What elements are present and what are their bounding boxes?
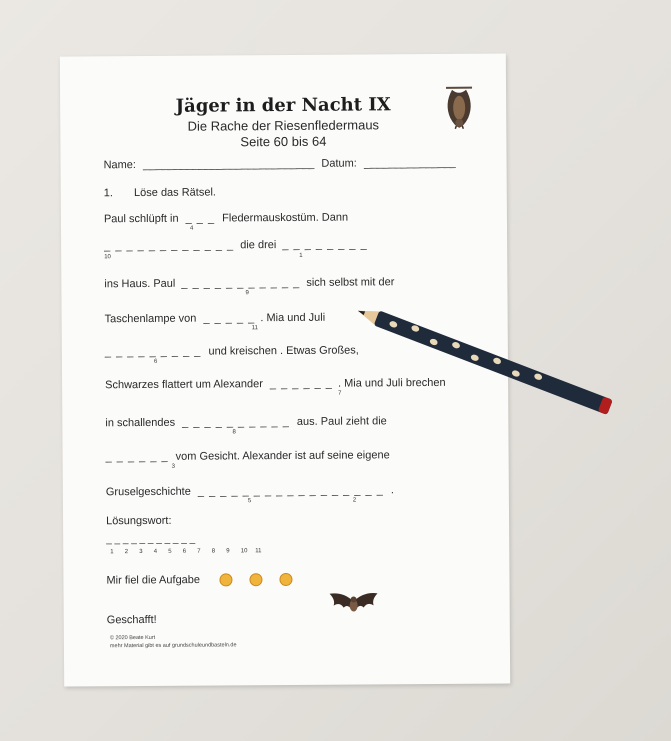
answer-blank[interactable]: _ _ _ _ _ _ _ _ _ _ _ _ _ _ _ _ _ xyxy=(197,484,384,498)
task-heading xyxy=(104,186,216,199)
smiley-icon[interactable] xyxy=(249,573,262,586)
solution-index: 6 xyxy=(182,548,187,555)
riddle-text: und kreischen . Etwas Großes, xyxy=(208,344,359,358)
answer-blank[interactable]: _ _ _ _ _ _ xyxy=(269,377,333,391)
solution-numbers xyxy=(110,548,270,555)
solution-index: 2 xyxy=(124,549,129,556)
letter-index: 5 xyxy=(247,498,252,505)
answer-blank[interactable]: _ _ _ _ _ _ xyxy=(105,450,169,464)
name-date-row xyxy=(104,157,456,171)
riddle-text: Paul schlüpft in xyxy=(103,212,179,226)
riddle-text: Taschenlampe von xyxy=(104,312,197,326)
riddle-text: ins Haus. Paul xyxy=(104,277,176,291)
riddle-line-9 xyxy=(106,484,394,498)
riddle-text: . Mia und Juli xyxy=(260,311,326,325)
rating-text: Mir fiel die Aufgabe xyxy=(106,574,201,587)
flying-bat-icon xyxy=(326,589,382,619)
solution-index: 4 xyxy=(153,548,158,555)
riddle-text: in schallendes xyxy=(105,416,176,430)
riddle-text: . Mia und Juli brechen xyxy=(337,376,446,390)
page-range: Seite 60 bis 64 xyxy=(240,133,327,150)
solution-label: Lösungswort: xyxy=(106,514,172,528)
answer-blank[interactable]: _ _ _ xyxy=(185,212,216,225)
footer-copyright: © 2020 Beate Kurt xyxy=(109,634,156,642)
worksheet-title: Jäger in der Nacht IX xyxy=(175,94,391,117)
task-number: 1. xyxy=(103,187,113,200)
riddle-line-2 xyxy=(104,238,368,252)
letter-index: 7 xyxy=(338,390,342,397)
riddle-text: Gruselgeschichte xyxy=(105,485,191,499)
smiley-icon[interactable] xyxy=(219,573,232,586)
riddle-text: sich selbst mit der xyxy=(306,276,395,289)
letter-index: 4 xyxy=(189,225,194,232)
name-label: Name: xyxy=(103,159,137,172)
solution-index: 9 xyxy=(226,548,230,555)
answer-blank[interactable]: _ _ _ _ _ _ _ _ _ _ _ xyxy=(181,276,301,290)
riddle-line-7 xyxy=(105,415,386,429)
answer-blank[interactable]: _ _ _ _ _ _ _ _ xyxy=(282,238,368,252)
date-label: Datum: xyxy=(321,157,357,170)
letter-index: 8 xyxy=(232,429,236,436)
riddle-text: Fledermauskostüm. Dann xyxy=(222,211,349,225)
riddle-line-1 xyxy=(104,212,348,226)
solution-index: 5 xyxy=(168,548,172,555)
letter-index: 3 xyxy=(171,463,176,470)
riddle-text: . xyxy=(390,484,394,497)
riddle-line-5 xyxy=(105,344,359,358)
riddle-text: aus. Paul zieht die xyxy=(296,415,387,428)
letter-index: 2 xyxy=(352,497,357,504)
riddle-text: Schwarzes flattert um Alexander xyxy=(105,378,263,392)
answer-blank[interactable]: _ _ _ _ _ _ _ _ _ _ xyxy=(182,415,290,429)
solution-blanks[interactable]: _ _ _ _ _ _ _ _ _ _ _ xyxy=(106,533,196,546)
answer-blank[interactable]: _ _ _ _ _ _ _ _ _ _ _ _ xyxy=(104,239,235,253)
pencil[interactable] xyxy=(356,300,636,420)
riddle-text: vom Gesicht. Alexander ist auf seine eigene xyxy=(175,449,390,463)
letter-index: 1 xyxy=(299,252,303,259)
worksheet-subtitle: Die Rache der Riesenfledermaus xyxy=(187,117,380,134)
solution-index: 1 xyxy=(110,549,114,556)
name-field[interactable]: ____________________________ xyxy=(142,157,315,171)
solution-index: 7 xyxy=(197,548,201,555)
riddle-text: die drei xyxy=(240,239,277,252)
answer-blank[interactable]: _ _ _ _ _ xyxy=(203,312,256,325)
answer-blank[interactable]: _ _ _ _ _ _ _ _ _ xyxy=(104,345,202,359)
letter-index: 9 xyxy=(245,290,249,297)
solution-index: 10 xyxy=(240,548,248,555)
done-text: Geschafft! xyxy=(106,613,157,627)
date-field[interactable]: _______________ xyxy=(363,156,456,170)
solution-index: 11 xyxy=(255,548,262,555)
riddle-line-8 xyxy=(106,449,390,463)
letter-index: 10 xyxy=(104,254,111,261)
solution-index: 8 xyxy=(211,548,216,555)
footer-link[interactable]: mehr Material gibt es auf grundschuleundbasteln.de xyxy=(109,642,237,650)
task-text: Löse das Rätsel. xyxy=(133,186,216,200)
rating-row xyxy=(106,573,292,587)
letter-index: 11 xyxy=(251,325,258,332)
riddle-line-4 xyxy=(105,312,326,326)
smiley-icon[interactable] xyxy=(279,573,292,586)
riddle-line-3 xyxy=(104,276,394,290)
letter-index: 6 xyxy=(153,358,158,365)
solution-index: 3 xyxy=(139,548,143,556)
